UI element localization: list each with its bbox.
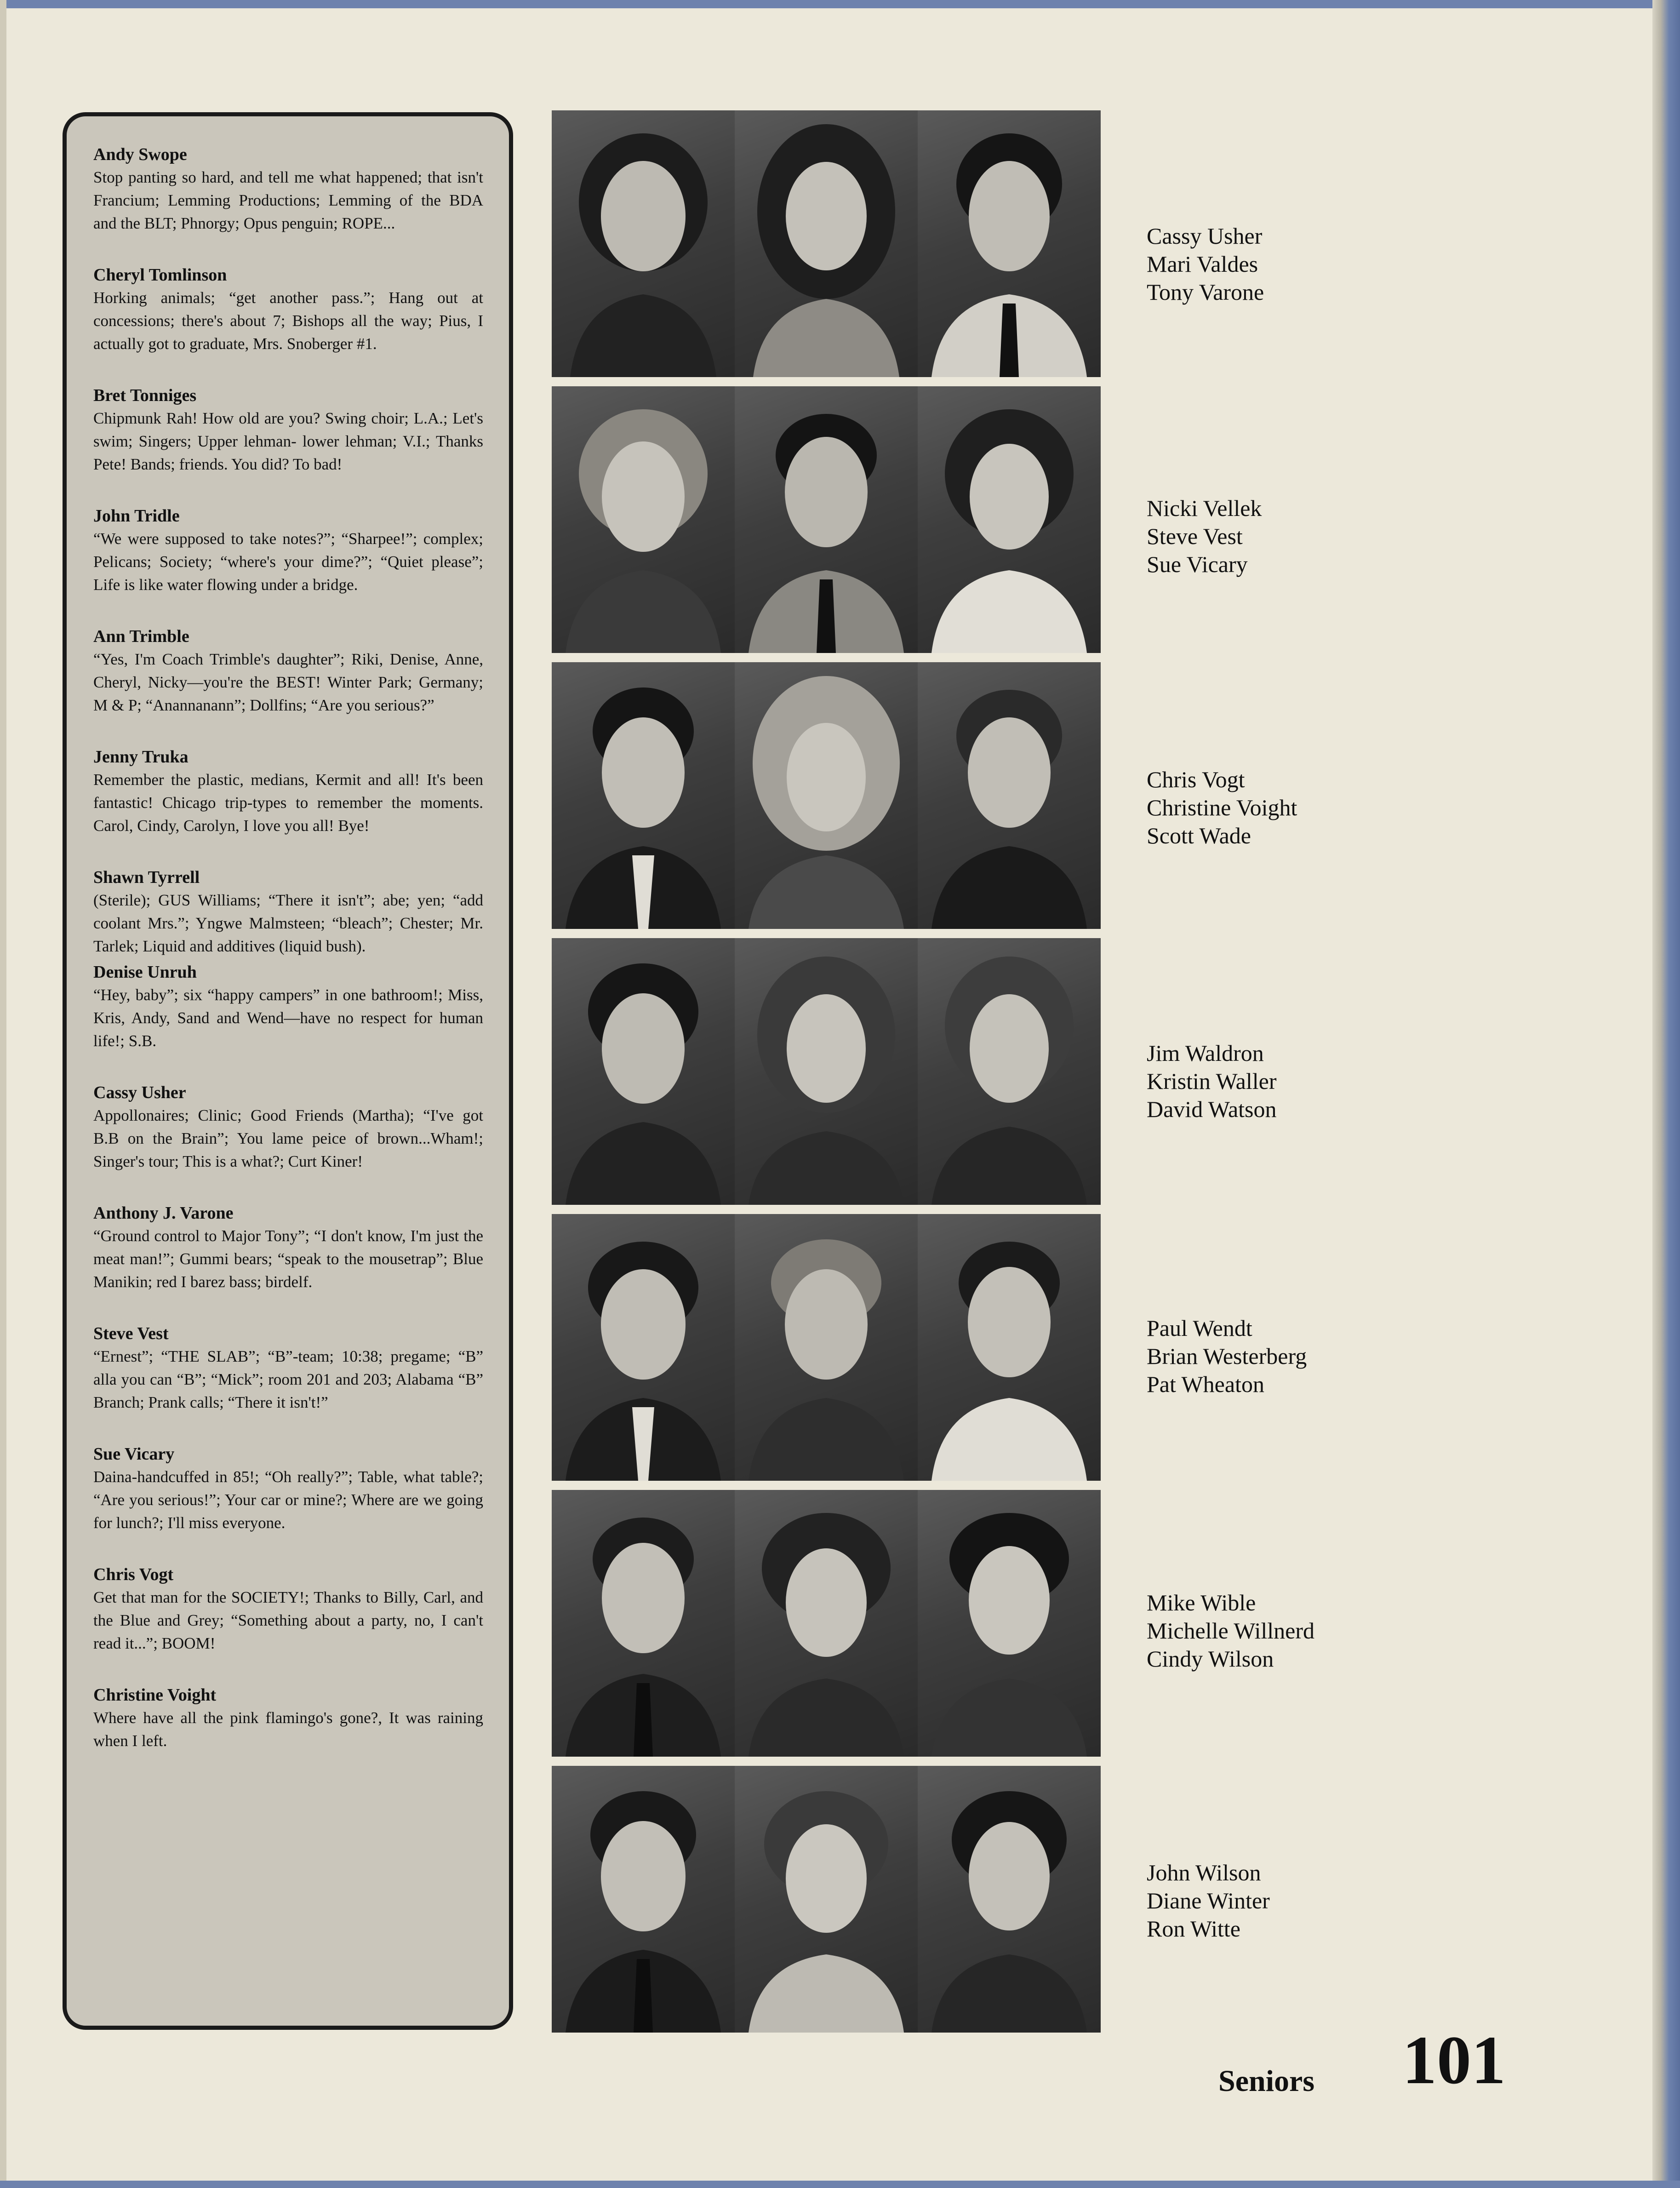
portrait-row <box>552 110 1113 377</box>
portrait-names <box>1147 1589 1377 1673</box>
quote-entry <box>93 263 483 355</box>
student-name: Cindy Wilson <box>1147 1646 1274 1672</box>
quote-name: Sue Vicary <box>93 1444 175 1464</box>
portrait-photo <box>918 386 1101 653</box>
section-title: Seniors <box>1218 2064 1315 2098</box>
quote-entry <box>93 1563 483 1655</box>
student-name: Cassy Usher <box>1147 223 1263 249</box>
quote-entry <box>93 384 483 476</box>
quote-name: Cheryl Tomlinson <box>93 265 227 285</box>
student-name: Nicki Vellek <box>1147 495 1262 521</box>
quote-text: (Sterile); GUS Williams; “There it isn't”; abe; yen; “add coolant Mrs.”; Yngwe Malmsteen; “bleach”; Chester; Mr. Tarlek; Liquid and additives (liquid bush). <box>93 891 483 955</box>
portrait-photo <box>552 938 735 1205</box>
quote-entry <box>93 625 483 717</box>
portrait-names <box>1147 1314 1377 1398</box>
page-edge-bottom <box>0 2181 1680 2188</box>
student-name: Ron Witte <box>1147 1916 1241 1942</box>
quote-text: Get that man for the SOCIETY!; Thanks to Billy, Carl, and the Blue and Grey; “Something about a party, no, I can't read it...”; BOOM! <box>93 1588 483 1652</box>
portrait-photo <box>735 938 918 1205</box>
portrait-photo <box>552 1766 735 2033</box>
quote-text: “Hey, baby”; six “happy campers” in one bathroom!; Miss, Kris, Andy, Sand and Wend—have no respect for human life!; S.B. <box>93 986 483 1050</box>
portrait-photo <box>552 110 735 377</box>
student-name: Christine Voight <box>1147 795 1297 820</box>
portrait-names <box>1147 1039 1377 1123</box>
portrait-row <box>552 386 1113 653</box>
portrait-row <box>552 662 1113 929</box>
quote-entry <box>93 866 483 958</box>
portrait-photo <box>918 110 1101 377</box>
portrait-photo <box>552 386 735 653</box>
portrait-names <box>1147 766 1377 850</box>
student-name: John Wilson <box>1147 1860 1261 1885</box>
student-name: David Watson <box>1147 1096 1277 1122</box>
page-number: 101 <box>1402 2022 1506 2098</box>
quote-entry <box>93 1322 483 1414</box>
student-name: Paul Wendt <box>1147 1315 1252 1341</box>
student-name: Sue Vicary <box>1147 551 1248 577</box>
portrait-photo <box>918 1490 1101 1757</box>
portrait-photo <box>552 1214 735 1481</box>
quote-text: Stop panting so hard, and tell me what happened; that isn't Francium; Lemming Productions; Lemming of the BDA and the BLT; Phnorgy; Opus penguin; ROPE... <box>93 168 483 232</box>
quote-name: Anthony J. Varone <box>93 1203 234 1223</box>
quote-name: Shawn Tyrrell <box>93 868 200 887</box>
student-name: Diane Winter <box>1147 1888 1270 1913</box>
quote-text: Remember the plastic, medians, Kermit and all! It's been fantastic! Chicago trip-types to remember the moments. Carol, Cindy, Carolyn, I love you all! Bye! <box>93 771 483 835</box>
quote-entry <box>93 745 483 837</box>
portrait-photo <box>735 386 918 653</box>
student-name: Pat Wheaton <box>1147 1371 1264 1397</box>
student-name: Scott Wade <box>1147 823 1251 848</box>
senior-quotes-panel <box>63 112 513 2030</box>
portrait-photo <box>735 1214 918 1481</box>
quote-text: Chipmunk Rah! How old are you? Swing choir; L.A.; Let's swim; Singers; Upper lehman- lower lehman; V.I.; Thanks Pete! Bands; friends. You did? To bad! <box>93 409 483 473</box>
quote-name: Cassy Usher <box>93 1083 186 1102</box>
portrait-photo <box>918 938 1101 1205</box>
quote-text: Appollonaires; Clinic; Good Friends (Martha); “I've got B.B on the Brain”; You lame peice of brown...Wham!; Singer's tour; This is a what?; Curt Kiner! <box>93 1106 483 1170</box>
page-edge-top <box>0 0 1680 8</box>
student-name: Steve Vest <box>1147 523 1243 549</box>
portrait-row <box>552 1490 1113 1757</box>
portrait-photo <box>918 1766 1101 2033</box>
quote-text: “Ground control to Major Tony”; “I don't know, I'm just the meat man!”; Gummi bears; “speak to the mousetrap”; Blue Manikin; red I barez bass; birdelf. <box>93 1227 483 1291</box>
portrait-photo <box>552 1490 735 1757</box>
portrait-photo <box>918 662 1101 929</box>
quote-name: Jenny Truka <box>93 747 189 767</box>
portrait-names <box>1147 1859 1377 1943</box>
portrait-photo <box>552 662 735 929</box>
portrait-row <box>552 1214 1113 1481</box>
quote-name: Denise Unruh <box>93 962 197 982</box>
portrait-names <box>1147 494 1377 579</box>
quote-text: Where have all the pink flamingo's gone?, It was raining when I left. <box>93 1709 483 1750</box>
student-name: Brian Westerberg <box>1147 1343 1307 1369</box>
quote-name: John Tridle <box>93 506 180 526</box>
quote-name: Andy Swope <box>93 145 187 164</box>
quote-entry <box>93 1443 483 1535</box>
portrait-photo <box>735 1766 918 2033</box>
quote-entry <box>93 143 483 235</box>
quote-name: Christine Voight <box>93 1685 217 1705</box>
quote-text: Daina-handcuffed in 85!; “Oh really?”; Table, what table?; “Are you serious!”; Your car or mine?; Where are we going for lunch?; I'll miss everyone. <box>93 1468 483 1532</box>
quote-name: Chris Vogt <box>93 1565 174 1584</box>
portrait-photo <box>918 1214 1101 1481</box>
quote-entry <box>93 1684 483 1753</box>
quote-name: Ann Trimble <box>93 627 189 646</box>
quote-name: Steve Vest <box>93 1324 169 1343</box>
portrait-photo <box>735 662 918 929</box>
quote-text: “Yes, I'm Coach Trimble's daughter”; Riki, Denise, Anne, Cheryl, Nicky—you're the BEST! Winter Park; Germany; M & P; “Anannanann”; Dollfins; “Are you serious?” <box>93 650 483 714</box>
student-name: Chris Vogt <box>1147 767 1245 792</box>
portrait-photo <box>735 1490 918 1757</box>
student-name: Tony Varone <box>1147 279 1264 305</box>
quote-entry <box>93 1202 483 1294</box>
student-name: Mike Wible <box>1147 1590 1256 1615</box>
page-edge-left <box>0 0 6 2188</box>
quote-text: “Ernest”; “THE SLAB”; “B”-team; 10:38; pregame; “B” alla you can “B”; “Mick”; room 201 and 203; Alabama “B” Branch; Prank calls; “There it isn't!” <box>93 1347 483 1411</box>
quote-entry <box>93 1081 483 1173</box>
portrait-row <box>552 1766 1113 2033</box>
portrait-row <box>552 938 1113 1205</box>
portrait-names <box>1147 222 1377 306</box>
student-name: Mari Valdes <box>1147 251 1258 277</box>
quote-text: “We were supposed to take notes?”; “Sharpee!”; complex; Pelicans; Society; “where's your dime?”; “Quiet please”; Life is like water flowing under a bridge. <box>93 530 483 594</box>
student-name: Michelle Willnerd <box>1147 1618 1315 1644</box>
quote-text: Horking animals; “get another pass.”; Hang out at concessions; there's about 7; Bishops all the way; Pius, I actually got to graduate, Mrs. Snoberger #1. <box>93 289 483 353</box>
portrait-photo <box>735 110 918 377</box>
page-edge-right <box>1652 0 1680 2188</box>
student-name: Kristin Waller <box>1147 1068 1277 1094</box>
quote-entry <box>93 504 483 596</box>
quote-name: Bret Tonniges <box>93 386 197 405</box>
quote-entry <box>93 961 483 1053</box>
student-name: Jim Waldron <box>1147 1040 1264 1066</box>
